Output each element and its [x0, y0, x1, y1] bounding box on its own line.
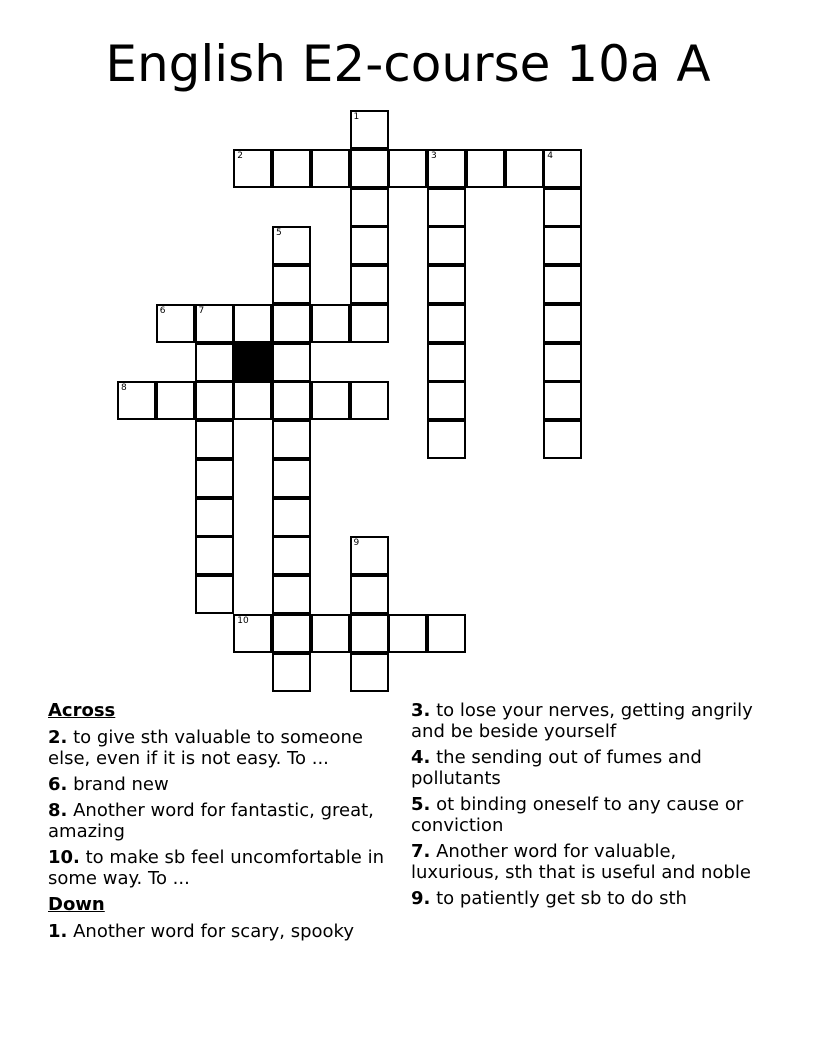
crossword-cell[interactable] [350, 614, 389, 653]
crossword-cell[interactable] [350, 575, 389, 614]
cell-number: 8 [121, 383, 127, 394]
crossword-cell[interactable] [272, 304, 311, 343]
clue-item [411, 747, 761, 789]
cell-number: 7 [198, 305, 205, 316]
cell-number: 6 [159, 305, 166, 316]
down-heading: Down [48, 894, 105, 915]
crossword-cell[interactable] [195, 304, 234, 343]
crossword-cell[interactable] [350, 265, 389, 304]
crossword-cell[interactable] [311, 304, 350, 343]
crossword-cell[interactable] [272, 614, 311, 653]
crossword-cell[interactable] [427, 381, 466, 420]
clue-item [48, 727, 398, 769]
clue-item [411, 700, 761, 742]
crossword-cell[interactable] [195, 343, 234, 382]
clue-number: 2. [48, 727, 68, 748]
crossword-cell[interactable] [195, 498, 234, 537]
crossword-cell[interactable] [350, 110, 389, 149]
clue-text: Another word for scary, spooky [67, 921, 354, 942]
crossword-cell[interactable] [272, 536, 311, 575]
cell-number: 9 [353, 538, 360, 549]
page-title: English E2-course 10a A [105, 35, 711, 93]
clue-number: 1. [48, 921, 68, 942]
crossword-cell[interactable] [311, 149, 350, 188]
crossword-cell[interactable] [427, 226, 466, 265]
crossword-cell[interactable] [272, 381, 311, 420]
clue-text: brand new [67, 774, 169, 795]
crossword-cell[interactable] [117, 381, 156, 420]
crossword-cell[interactable] [427, 343, 466, 382]
cell-number: 3 [431, 150, 437, 161]
crossword-cell[interactable] [350, 536, 389, 575]
crossword-cell[interactable] [311, 381, 350, 420]
crossword-cell[interactable] [195, 459, 234, 498]
clue-item [411, 888, 761, 909]
clue-item [411, 841, 761, 883]
crossword-cell[interactable] [272, 575, 311, 614]
cell-number: 5 [276, 228, 282, 239]
clue-number: 10. [48, 847, 80, 868]
clue-number: 3. [411, 700, 431, 721]
crossword-cell[interactable] [272, 343, 311, 382]
clue-number: 8. [48, 800, 68, 821]
clue-column-left [48, 700, 398, 947]
cell-number: 10 [237, 615, 249, 626]
crossword-cell[interactable] [427, 265, 466, 304]
crossword-cell[interactable] [427, 304, 466, 343]
crossword-cell[interactable] [388, 614, 427, 653]
crossword-cell[interactable] [272, 420, 311, 459]
clue-column-right [411, 700, 761, 914]
crossword-cell[interactable] [427, 420, 466, 459]
clue-text: to make sb feel uncomfortable in some way. To ... [48, 847, 385, 889]
crossword-cell[interactable] [543, 265, 582, 304]
clue-number: 7. [411, 841, 431, 862]
clue-text: Another word for fantastic, great, amazing [48, 800, 374, 842]
crossword-cell[interactable] [543, 381, 582, 420]
crossword-cell[interactable] [272, 226, 311, 265]
black-square [233, 343, 272, 382]
cell-number: 4 [547, 150, 553, 161]
crossword-cell[interactable] [195, 381, 234, 420]
clue-item [411, 794, 761, 836]
crossword-cell[interactable] [350, 188, 389, 227]
crossword-cell[interactable] [427, 149, 466, 188]
crossword-cell[interactable] [350, 381, 389, 420]
cell-number: 1 [353, 112, 360, 122]
crossword-cell[interactable] [543, 188, 582, 227]
crossword-cell[interactable] [543, 343, 582, 382]
crossword-cell[interactable] [233, 304, 272, 343]
clue-text: to give sth valuable to someone else, even if it is not easy. To ... [48, 727, 363, 769]
crossword-cell[interactable] [233, 614, 272, 653]
crossword-cell[interactable] [350, 226, 389, 265]
crossword-cell[interactable] [350, 149, 389, 188]
crossword-cell[interactable] [388, 149, 427, 188]
crossword-cell[interactable] [272, 498, 311, 537]
crossword-cell[interactable] [272, 265, 311, 304]
crossword-cell[interactable] [272, 459, 311, 498]
across-heading: Across [48, 700, 116, 721]
clue-item [48, 847, 398, 889]
crossword-cell[interactable] [543, 304, 582, 343]
clue-text: to patiently get sb to do sth [430, 888, 687, 909]
crossword-cell[interactable] [543, 420, 582, 459]
crossword-cell[interactable] [195, 575, 234, 614]
crossword-cell[interactable] [156, 304, 195, 343]
crossword-cell[interactable] [543, 226, 582, 265]
crossword-cell[interactable] [156, 381, 195, 420]
clue-item [48, 800, 398, 842]
crossword-cell[interactable] [233, 381, 272, 420]
clue-number: 4. [411, 747, 431, 768]
crossword-cell[interactable] [195, 536, 234, 575]
cell-number: 2 [237, 150, 243, 161]
clue-item [48, 774, 398, 795]
crossword-cell[interactable] [233, 149, 272, 188]
clue-number: 6. [48, 774, 68, 795]
crossword-cell[interactable] [466, 149, 505, 188]
crossword-cell[interactable] [311, 614, 350, 653]
crossword-cell[interactable] [350, 653, 389, 692]
crossword-cell[interactable] [350, 304, 389, 343]
crossword-cell[interactable] [195, 420, 234, 459]
clue-number: 9. [411, 888, 431, 909]
clue-number: 5. [411, 794, 431, 815]
crossword-cell[interactable] [505, 149, 544, 188]
crossword-cell[interactable] [427, 188, 466, 227]
clue-text: Another word for valuable, luxurious, sth that is useful and noble [411, 841, 751, 883]
crossword-cell[interactable] [272, 149, 311, 188]
crossword-cell[interactable] [427, 614, 466, 653]
clue-item [48, 921, 398, 942]
crossword-cell[interactable] [272, 653, 311, 692]
clue-text: ot binding oneself to any cause or conviction [411, 794, 744, 836]
crossword-cell[interactable] [543, 149, 582, 188]
clue-text: to lose your nerves, getting angrily and be beside yourself [411, 700, 753, 742]
clue-text: the sending out of fumes and pollutants [411, 747, 702, 789]
